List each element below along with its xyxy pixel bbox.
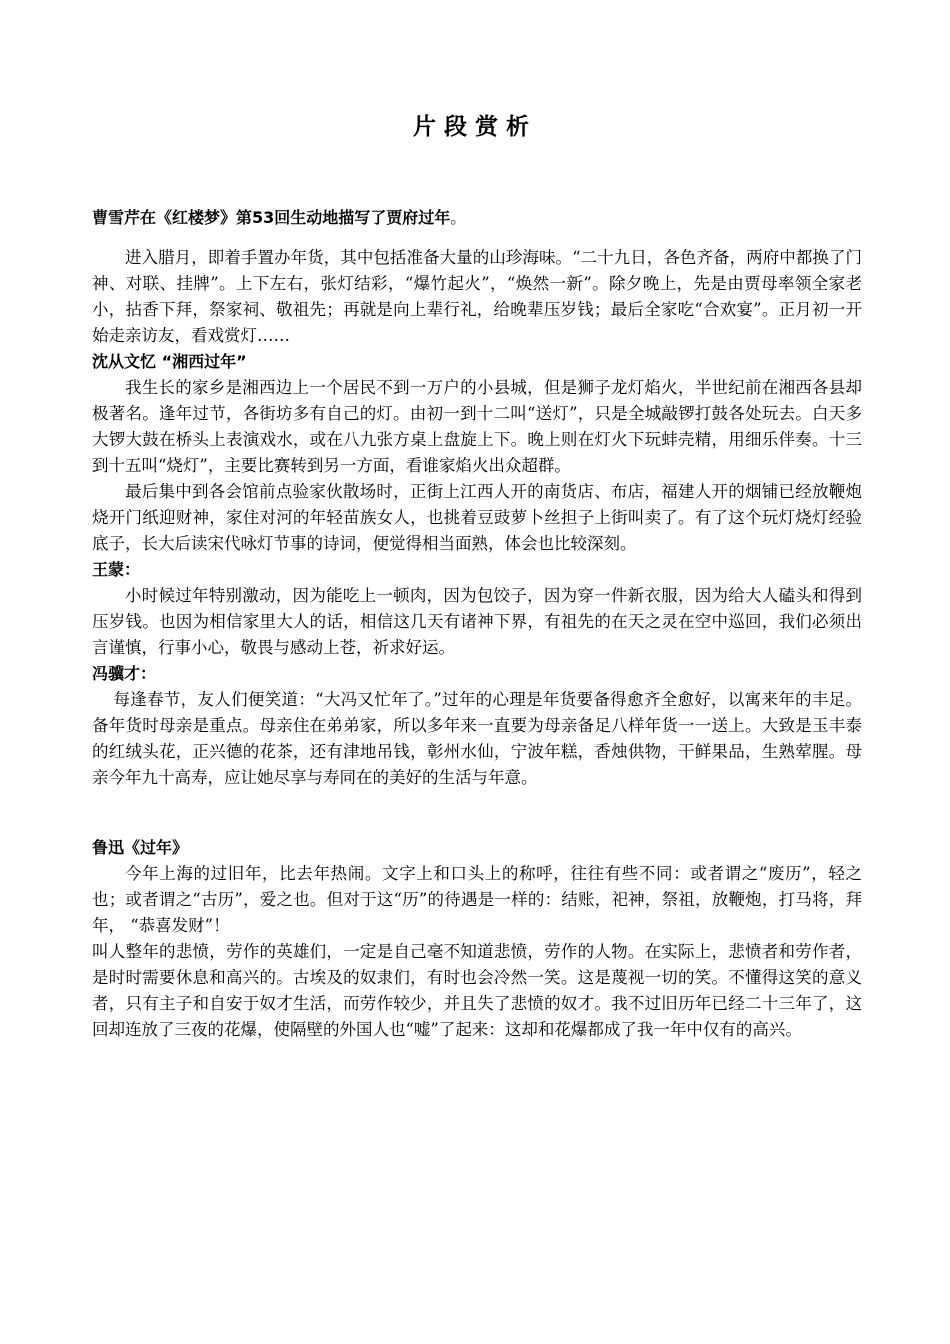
section-heading: 鲁迅《过年》 <box>92 838 189 857</box>
heading-punct: 。 <box>450 208 467 227</box>
paragraph: 我生长的家乡是湘西边上一个居民不到一万户的小县城，但是狮子龙灯焰火，半世纪前在湘西各县却极著名。逢年过节，各街坊多有自己的灯。由初一到十二叫“送灯”，只是全城敲锣打鼓各处玩去。白天多大锣大鼓在桥头上表演戏水，或在八九张方桌上盘旋上下。晚上则在灯火下玩蚌壳精，用细乐伴奏。十三到十五叫“烧灯”，主要比赛转到另一方面，看谁家焰火出众超群。 <box>92 378 862 475</box>
paragraph: 叫人整年的悲愤，劳作的英雄们，一定是自己毫不知道悲愤，劳作的人物。在实际上，悲愤者和劳作者，是时时需要休息和高兴的。古埃及的奴隶们，有时也会冷然一笑。这是蔑视一切的笑。不懂得这笑的意义者，只有主子和自安于奴才生活，而劳作较少，并且失了悲愤的奴才。我不过旧历年已经二十三年了，这回却连放了三夜的花爆，使隔壁的外国人也“嘘”了起来：这却和花爆都成了我一年中仅有的高兴。 <box>92 942 862 1039</box>
paragraph: 小时候过年特别激动，因为能吃上一顿肉，因为包饺子，因为穿一件新衣服，因为给大人磕头和得到压岁钱。也因为相信家里大人的话，相信这几天有诸神下界，有祖先的在天之灵在空中巡回，我们必须出言谨慎，行事小心，敬畏与感动上苍，祈求好运。 <box>92 586 862 657</box>
document-body <box>92 205 862 1043</box>
paragraph: 最后集中到各会馆前点验家伙散场时，正街上江西人开的南货店、布店，福建人开的烟铺已经放鞭炮烧开门纸迎财神，家住对河的年轻苗族女人，也挑着豆豉萝卜丝担子上街叫卖了。有了这个玩灯烧灯经验底子，长大后读宋代咏灯节事的诗词，便觉得相当面熟，体会也比较深刻。 <box>92 482 862 553</box>
section-heading: 沈从文忆 “湘西过年” <box>92 352 247 371</box>
section-heading: 王蒙： <box>92 560 141 579</box>
paragraph: 进入腊月，即着手置办年货，其中包括准备大量的山珍海味。“二十九日，各色齐备，两府中都换了门神、对联、挂牌”。上下左右，张灯结彩，“爆竹起火”，“焕然一新”。除夕晚上，先是由贾母率领全家老小，拈香下拜，祭家祠、敬祖先；再就是向上辈行礼，给晚辈压岁钱；最后全家吃“合欢宴”。正月初一开始走亲访友，看戏赏灯…… <box>92 248 862 345</box>
section-caoxueqin <box>92 205 862 349</box>
section-shencongwen <box>92 349 862 557</box>
paragraph: 每逢春节，友人们便笑道：“大冯又忙年了。”过年的心理是年货要备得愈齐全愈好，以寓来年的丰足。备年货时母亲是重点。母亲住在弟弟家，所以多年来一直要为母亲备足八样年货一一送上。大致是玉丰泰的红绒头花，正兴德的花茶，还有津地吊钱，彰州水仙，宁波年糕，香烛供物，干鲜果品，生熟荤腥。母亲今年九十高寿，应让她尽享与寿同在的美好的生活与年意。 <box>92 690 862 787</box>
page-title: 片段赏析 <box>413 114 537 140</box>
section-heading: 冯骥才： <box>92 664 157 683</box>
heading-text: 曹雪芹在《红楼梦》第53回生动地描写了贾府过年 <box>92 208 451 227</box>
section-fengjicai <box>92 661 862 791</box>
section-luxun <box>92 835 862 1043</box>
paragraph: 今年上海的过旧年，比去年热闹。文字上和口头上的称呼，往往有些不同：或者谓之“废历”，轻之也；或者谓之“古历”，爱之也。但对于这“历”的待遇是一样的：结账，祀神，祭祖，放鞭炮，打马将，拜年， “恭喜发财”！ <box>92 864 862 935</box>
section-heading <box>92 205 862 231</box>
section-wangmeng <box>92 557 862 661</box>
